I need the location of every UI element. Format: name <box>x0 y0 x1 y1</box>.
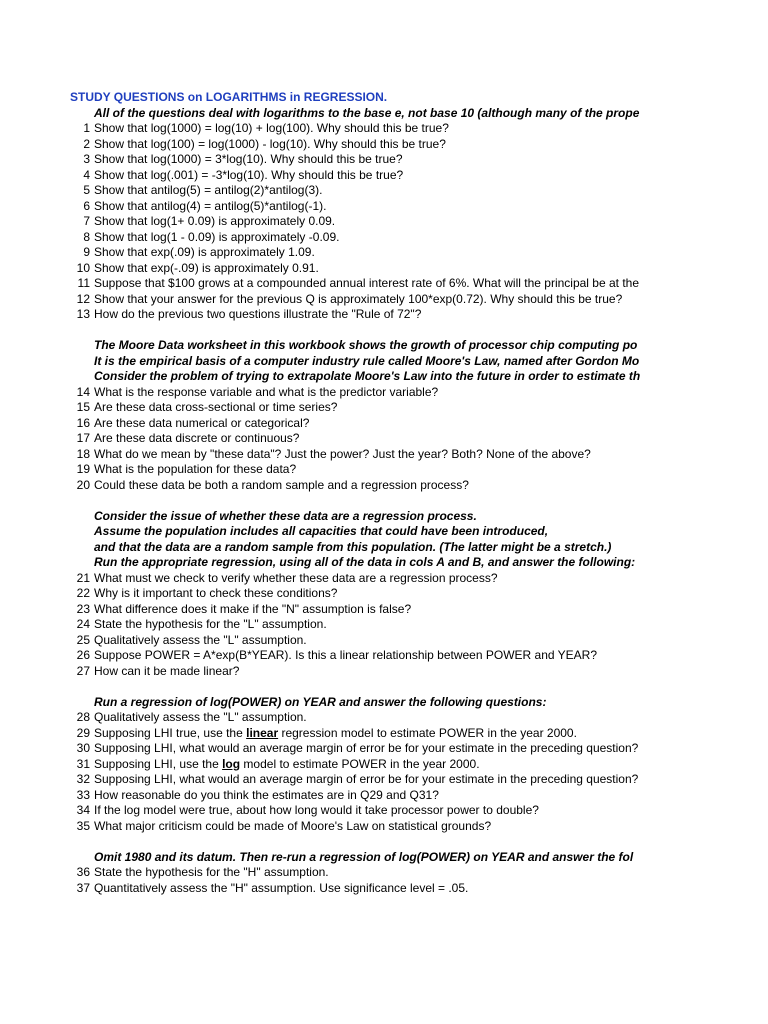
section-header-row <box>0 540 663 556</box>
question-text: What must we check to verify whether these data are a regression process? <box>94 570 498 585</box>
question-number: 13 <box>76 307 90 321</box>
question-number: 12 <box>76 291 90 306</box>
question-text: What is the response variable and what is the predictor variable? <box>94 384 439 399</box>
question-number: 22 <box>76 586 90 600</box>
question-number: 32 <box>76 772 90 786</box>
section-header: Consider the issue of whether these data are a regression process. <box>94 508 477 523</box>
emphasized-word: log <box>222 756 241 771</box>
question-text: What is the population for these data? <box>94 462 297 476</box>
question-number: 33 <box>76 787 90 802</box>
question-row <box>0 741 663 757</box>
question-row <box>0 230 663 246</box>
question-row <box>0 261 663 277</box>
section-header: and that the data are a random sample from this population. (The latter might be a stretch.) <box>94 539 612 554</box>
question-row <box>0 431 663 447</box>
question-row <box>0 152 663 168</box>
section-header-row <box>0 354 663 370</box>
question-number: 16 <box>76 415 90 430</box>
question-number: 36 <box>76 865 90 879</box>
section-header-row <box>0 555 663 571</box>
question-text: Why is it important to check these conditions? <box>94 586 338 600</box>
section-header: The Moore Data worksheet in this workbook shows the growth of processor chip computing po <box>94 338 638 352</box>
question-number: 9 <box>83 245 90 259</box>
intro-note: All of the questions deal with logarithms to the base e, not base 10 (although many of the prope <box>94 105 640 120</box>
question-text: State the hypothesis for the "L" assumption. <box>94 617 327 631</box>
question-number: 30 <box>76 741 90 755</box>
question-row <box>0 214 663 230</box>
section-header: Assume the population includes all capacities that could have been introduced, <box>94 524 549 538</box>
question-row <box>0 447 663 463</box>
question-row <box>0 137 663 153</box>
question-text: Are these data cross-sectional or time series? <box>94 400 338 414</box>
question-row <box>0 602 663 618</box>
emphasized-word: linear <box>246 725 279 740</box>
question-text: Suppose that $100 grows at a compounded annual interest rate of 6%. What will the principal be at the <box>94 276 640 290</box>
question-number: 4 <box>83 167 90 182</box>
section-header: It is the empirical basis of a computer industry rule called Moore's Law, named after Gordon Mo <box>94 353 640 368</box>
question-row <box>0 633 663 649</box>
question-number: 5 <box>83 183 90 197</box>
question-number: 23 <box>76 601 90 616</box>
question-row <box>0 648 663 664</box>
section-header-row <box>0 524 663 540</box>
question-number: 14 <box>76 384 90 399</box>
question-row <box>0 757 663 773</box>
section-header-row <box>0 509 663 525</box>
question-number: 34 <box>76 803 90 817</box>
question-text: State the hypothesis for the "H" assumption. <box>94 865 329 879</box>
section-header-row <box>0 695 663 711</box>
question-number: 26 <box>76 648 90 662</box>
question-row <box>0 803 663 819</box>
question-text: Quantitatively assess the "H" assumption. Use significance level = .05. <box>94 880 469 895</box>
question-text: Show that antilog(5) = antilog(2)*antilog(3). <box>94 183 323 197</box>
question-text: If the log model were true, about how long would it take processor power to double? <box>94 803 539 817</box>
question-text: Are these data numerical or categorical? <box>94 415 310 430</box>
question-text: Show that log(1+ 0.09) is approximately 0.09. <box>94 214 336 228</box>
question-row <box>0 385 663 401</box>
question-number: 17 <box>76 431 90 445</box>
question-number: 31 <box>76 756 90 771</box>
question-row <box>0 276 663 292</box>
section-header-row <box>0 369 663 385</box>
question-text: What major criticism could be made of Moore's Law on statistical grounds? <box>94 818 492 833</box>
question-number: 7 <box>83 214 90 228</box>
question-number: 29 <box>76 725 90 740</box>
question-row <box>0 478 663 494</box>
question-row <box>0 571 663 587</box>
question-row <box>0 245 663 261</box>
question-text: Qualitatively assess the "L" assumption. <box>94 710 307 724</box>
question-row <box>0 881 663 897</box>
question-text: Supposing LHI, what would an average margin of error be for your estimate in the preceding question? <box>94 741 639 755</box>
question-row <box>0 462 663 478</box>
question-text: Show that antilog(4) = antilog(5)*antilog(-1). <box>94 198 327 213</box>
question-number: 37 <box>76 880 90 895</box>
question-number: 27 <box>76 663 90 678</box>
question-text: What do we mean by "these data"? Just the power? Just the year? Both? None of the above? <box>94 446 591 461</box>
question-row <box>0 617 663 633</box>
question-text: How can it be made linear? <box>94 663 240 678</box>
question-text: Suppose POWER = A*exp(B*YEAR). Is this a linear relationship between POWER and YEAR? <box>94 648 598 662</box>
section-header: Run the appropriate regression, using all of the data in cols A and B, and answer the following: <box>94 555 636 569</box>
question-row <box>0 664 663 680</box>
question-text: Show that log(1000) = log(10) + log(100). Why should this be true? <box>94 121 449 135</box>
question-number: 28 <box>76 710 90 724</box>
question-row <box>0 199 663 215</box>
question-text: Are these data discrete or continuous? <box>94 431 300 445</box>
question-text: How do the previous two questions illustrate the "Rule of 72"? <box>94 307 422 321</box>
section-header-row <box>0 850 663 866</box>
intro-row <box>0 106 663 122</box>
document-title: STUDY QUESTIONS on LOGARITHMS in REGRESSION. <box>70 90 388 104</box>
question-number: 15 <box>76 400 90 414</box>
question-number: 1 <box>83 121 90 135</box>
question-row <box>0 772 663 788</box>
question-row <box>0 865 663 881</box>
question-text: Show that log(100) = log(1000) - log(10). Why should this be true? <box>94 136 446 151</box>
question-text: Supposing LHI, what would an average margin of error be for your estimate in the preceding question? <box>94 772 639 786</box>
question-number: 11 <box>77 276 90 290</box>
question-text: Supposing LHI true, use the linear regression model to estimate POWER in the year 2000. <box>94 725 577 740</box>
question-number: 3 <box>83 152 90 166</box>
question-row <box>0 121 663 137</box>
question-number: 19 <box>76 462 90 476</box>
section-header-row <box>0 338 663 354</box>
question-number: 8 <box>83 229 90 244</box>
question-row <box>0 788 663 804</box>
question-number: 2 <box>83 136 90 151</box>
question-text: Show that exp(-.09) is approximately 0.91. <box>94 260 319 275</box>
question-row <box>0 726 663 742</box>
question-text: Show that log(.001) = -3*log(10). Why should this be true? <box>94 167 404 182</box>
question-row <box>0 400 663 416</box>
question-number: 35 <box>76 818 90 833</box>
question-row <box>0 586 663 602</box>
section-header: Consider the problem of trying to extrapolate Moore's Law into the future in order to estimate th <box>94 369 641 383</box>
question-number: 6 <box>83 198 90 213</box>
question-row <box>0 416 663 432</box>
question-row <box>0 819 663 835</box>
question-number: 24 <box>76 617 90 631</box>
question-text: Show that log(1 - 0.09) is approximately -0.09. <box>94 229 340 244</box>
title-row <box>0 90 663 106</box>
question-row <box>0 307 663 323</box>
question-text: Show that your answer for the previous Q is approximately 100*exp(0.72). Why should this be true? <box>94 291 623 306</box>
question-text: Supposing LHI, use the log model to estimate POWER in the year 2000. <box>94 756 480 771</box>
question-text: What difference does it make if the "N" assumption is false? <box>94 601 412 616</box>
question-number: 21 <box>76 570 90 585</box>
section-header: Omit 1980 and its datum. Then re-run a regression of log(POWER) on YEAR and answer the fol <box>94 849 634 864</box>
question-row <box>0 292 663 308</box>
question-number: 20 <box>76 477 90 492</box>
question-text: How reasonable do you think the estimates are in Q29 and Q31? <box>94 787 439 802</box>
question-text: Could these data be both a random sample and a regression process? <box>94 477 469 492</box>
question-number: 18 <box>76 446 90 461</box>
question-number: 25 <box>76 632 90 647</box>
question-text: Qualitatively assess the "L" assumption. <box>94 632 307 647</box>
question-text: Show that exp(.09) is approximately 1.09. <box>94 245 315 259</box>
question-row <box>0 168 663 184</box>
question-number: 10 <box>76 260 90 275</box>
question-row <box>0 710 663 726</box>
question-row <box>0 183 663 199</box>
question-text: Show that log(1000) = 3*log(10). Why should this be true? <box>94 152 403 166</box>
section-header: Run a regression of log(POWER) on YEAR and answer the following questions: <box>94 694 547 709</box>
